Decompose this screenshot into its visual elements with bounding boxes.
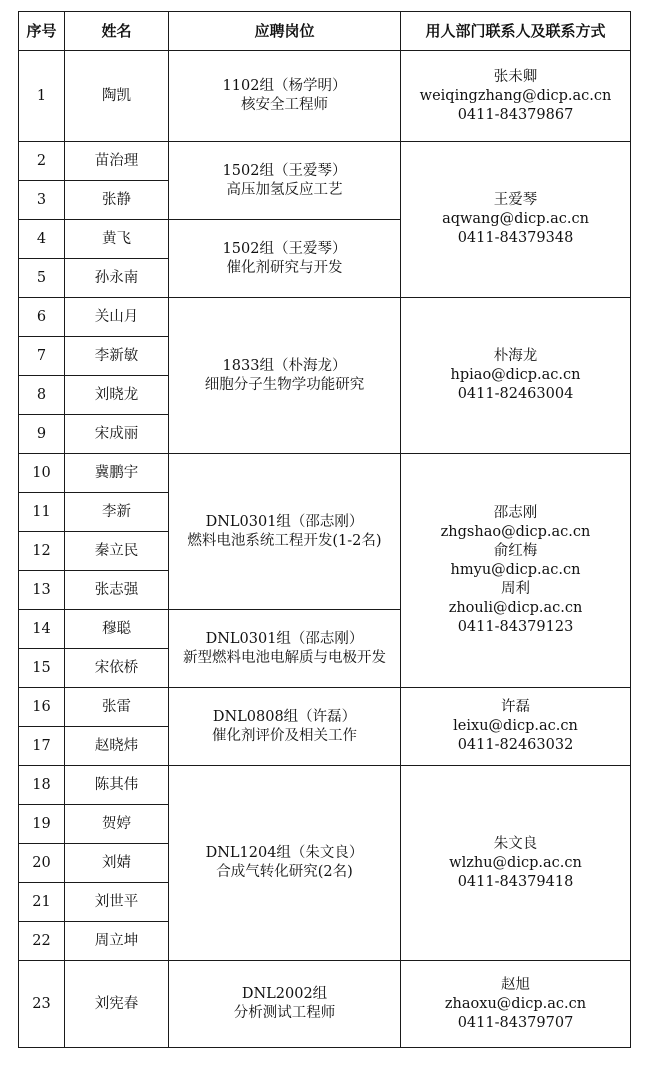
table-row — [19, 142, 631, 181]
contact-email: aqwang@dicp.ac.cn — [442, 211, 589, 227]
row-no: 8 — [19, 376, 65, 415]
row-no: 19 — [19, 805, 65, 844]
row-name: 陈其伟 — [65, 766, 169, 805]
position-cell — [169, 454, 401, 610]
row-name: 宋成丽 — [65, 415, 169, 454]
row-name: 秦立民 — [65, 532, 169, 571]
row-name: 刘晓龙 — [65, 376, 169, 415]
position-cell — [169, 298, 401, 454]
position-group: DNL0301组（邵志刚） — [205, 630, 364, 647]
contact-email: zhouli@dicp.ac.cn — [448, 600, 583, 616]
table-row — [19, 298, 631, 337]
row-no: 11 — [19, 493, 65, 532]
row-no: 22 — [19, 922, 65, 961]
contact-name: 朱文良 — [493, 835, 538, 852]
contact-name: 邵志刚 — [493, 505, 538, 521]
row-no: 10 — [19, 454, 65, 493]
contact-phone: 0411-84379418 — [457, 873, 574, 890]
row-no: 17 — [19, 727, 65, 766]
position-cell — [169, 961, 401, 1048]
position-title: 合成气转化研究(2名) — [216, 864, 353, 880]
position-group: 1502组（王爱琴） — [222, 240, 347, 257]
row-name: 穆聪 — [65, 610, 169, 649]
position-group: DNL1204组（朱文良） — [205, 845, 364, 861]
row-no: 18 — [19, 766, 65, 805]
row-no: 12 — [19, 532, 65, 571]
contact-email: hpiao@dicp.ac.cn — [450, 367, 581, 383]
row-name: 宋依桥 — [65, 649, 169, 688]
row-no: 3 — [19, 181, 65, 220]
row-name: 刘宪春 — [65, 961, 169, 1048]
position-title: 催化剂评价及相关工作 — [212, 727, 357, 744]
contact-phone: 0411-84379867 — [457, 106, 574, 123]
contact-cell — [401, 51, 631, 142]
header-contact: 用人部门联系人及联系方式 — [401, 12, 631, 51]
contact-name: 周利 — [501, 581, 530, 597]
row-name: 周立坤 — [65, 922, 169, 961]
contact-name: 赵旭 — [501, 976, 530, 993]
position-group: 1833组（朴海龙） — [222, 357, 347, 374]
row-name: 张静 — [65, 181, 169, 220]
position-title: 分析测试工程师 — [233, 1005, 336, 1021]
row-name: 关山月 — [65, 298, 169, 337]
contact-phone: 0411-84379348 — [457, 230, 574, 246]
contact-email: wlzhu@dicp.ac.cn — [449, 854, 582, 871]
contact-name: 俞红梅 — [493, 543, 538, 559]
contact-cell — [401, 454, 631, 688]
table-row — [19, 766, 631, 805]
position-group: DNL0301组（邵志刚） — [205, 513, 364, 530]
table-row — [19, 961, 631, 1048]
contact-email: zhgshao@dicp.ac.cn — [440, 524, 591, 540]
row-name: 赵晓炜 — [65, 727, 169, 766]
row-name: 冀鹏宇 — [65, 454, 169, 493]
row-name: 刘婧 — [65, 844, 169, 883]
row-name: 黄飞 — [65, 220, 169, 259]
contact-phone: 0411-84379123 — [457, 619, 574, 635]
header-position: 应聘岗位 — [169, 12, 401, 51]
position-cell — [169, 51, 401, 142]
row-no: 23 — [19, 961, 65, 1048]
contact-email: hmyu@dicp.ac.cn — [450, 562, 581, 578]
contact-cell — [401, 961, 631, 1048]
row-name: 刘世平 — [65, 883, 169, 922]
row-no: 16 — [19, 688, 65, 727]
contact-name: 许磊 — [501, 699, 530, 715]
header-row — [19, 12, 631, 51]
row-name: 苗治理 — [65, 142, 169, 181]
contact-email: leixu@dicp.ac.cn — [453, 718, 578, 734]
contact-cell — [401, 142, 631, 298]
position-group: 1102组（杨学明） — [222, 78, 347, 94]
header-name: 姓名 — [65, 12, 169, 51]
recruitment-table — [18, 11, 631, 1048]
table-row — [19, 688, 631, 727]
row-no: 4 — [19, 220, 65, 259]
position-cell — [169, 610, 401, 688]
contact-name: 张未卿 — [493, 68, 538, 85]
contact-phone: 0411-82463032 — [457, 737, 574, 753]
position-cell — [169, 688, 401, 766]
position-title: 催化剂研究与开发 — [226, 259, 343, 276]
row-no: 6 — [19, 298, 65, 337]
row-no: 21 — [19, 883, 65, 922]
contact-phone: 0411-84379707 — [457, 1014, 574, 1031]
position-title: 新型燃料电池电解质与电极开发 — [183, 649, 386, 666]
row-name: 贺婷 — [65, 805, 169, 844]
position-title: 核安全工程师 — [241, 97, 328, 113]
row-no: 20 — [19, 844, 65, 883]
row-no: 1 — [19, 51, 65, 142]
row-name: 陶凯 — [65, 51, 169, 142]
position-title: 燃料电池系统工程开发(1-2名) — [187, 532, 382, 549]
position-cell — [169, 142, 401, 220]
header-no: 序号 — [19, 12, 65, 51]
contact-cell — [401, 766, 631, 961]
position-group: DNL2002组 — [241, 986, 328, 1002]
contact-phone: 0411-82463004 — [457, 386, 574, 402]
row-name: 孙永南 — [65, 259, 169, 298]
contact-name: 朴海龙 — [493, 348, 538, 364]
row-name: 张雷 — [65, 688, 169, 727]
position-cell — [169, 220, 401, 298]
contact-name: 王爱琴 — [493, 192, 538, 208]
row-no: 7 — [19, 337, 65, 376]
row-no: 9 — [19, 415, 65, 454]
row-name: 李新 — [65, 493, 169, 532]
contact-cell — [401, 688, 631, 766]
row-no: 5 — [19, 259, 65, 298]
position-title: 高压加氢反应工艺 — [226, 181, 343, 198]
position-group: 1502组（王爱琴） — [222, 162, 347, 179]
position-title: 细胞分子生物学功能研究 — [204, 376, 365, 393]
row-no: 14 — [19, 610, 65, 649]
row-name: 李新敏 — [65, 337, 169, 376]
row-no: 15 — [19, 649, 65, 688]
row-name: 张志强 — [65, 571, 169, 610]
row-no: 2 — [19, 142, 65, 181]
contact-email: zhaoxu@dicp.ac.cn — [444, 995, 587, 1012]
row-no: 13 — [19, 571, 65, 610]
contact-cell — [401, 298, 631, 454]
table-row — [19, 51, 631, 142]
contact-email: weiqingzhang@dicp.ac.cn — [419, 87, 612, 104]
position-group: DNL0808组（许磊） — [212, 708, 357, 725]
position-cell — [169, 766, 401, 961]
table-row — [19, 454, 631, 493]
